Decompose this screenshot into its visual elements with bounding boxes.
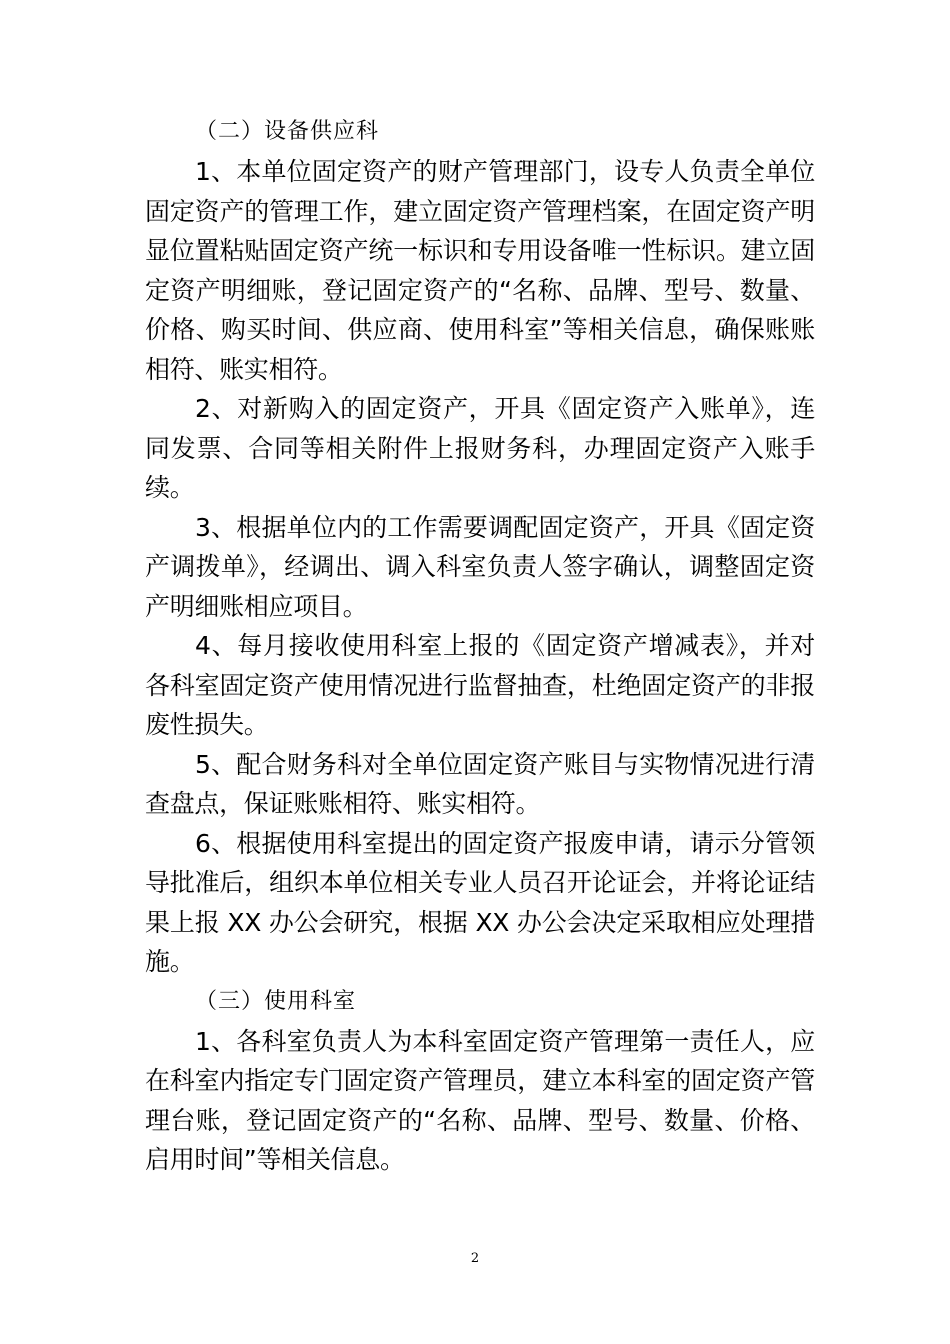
paragraph: 4、每月接收使用科室上报的《固定资产增减表》，并对各科室固定资产使用情况进行监督抽查，杜绝固定资产的非报废性损失。 — [145, 631, 815, 739]
section-heading-user-department: （三）使用科室 — [195, 988, 357, 1014]
paragraph: 6、根据使用科室提出的固定资产报废申请，请示分管领导批准后，组织本单位相关专业人员召开论证会，并将论证结果上报 XX 办公会研究，根据 XX 办公会决定采取相应处理措施。 — [145, 828, 815, 976]
paragraph: 3、根据单位内的工作需要调配固定资产，开具《固定资产调拨单》，经调出、调入科室负责人签字确认，调整固定资产明细账相应项目。 — [145, 512, 815, 621]
paragraph: 5、配合财务科对全单位固定资产账目与实物情况进行清查盘点，保证账账相符、账实相符。 — [145, 749, 815, 818]
document-body — [145, 112, 815, 1180]
paragraph: 1、本单位固定资产的财产管理部门，设专人负责全单位固定资产的管理工作，建立固定资产管理档案，在固定资产明显位置粘贴固定资产统一标识和专用设备唯一性标识。建立固定资产明细账，登记固定资产的“名称、品牌、型号、数量、价格、购买时间、供应商、使用科室”等相关信息，确保账账相符、账实相符。 — [145, 157, 815, 384]
paragraph: 1、各科室负责人为本科室固定资产管理第一责任人，应在科室内指定专门固定资产管理员，建立本科室的固定资产管理台账，登记固定资产的“名称、品牌、型号、数量、价格、启用时间”等相关信息。 — [145, 1026, 815, 1174]
page-number: 2 — [470, 1251, 480, 1266]
section-heading-equipment-supply: （二）设备供应科 — [195, 119, 380, 144]
paragraph: 2、对新购入的固定资产，开具《固定资产入账单》，连同发票、合同等相关附件上报财务科，办理固定资产入账手续。 — [145, 394, 815, 502]
